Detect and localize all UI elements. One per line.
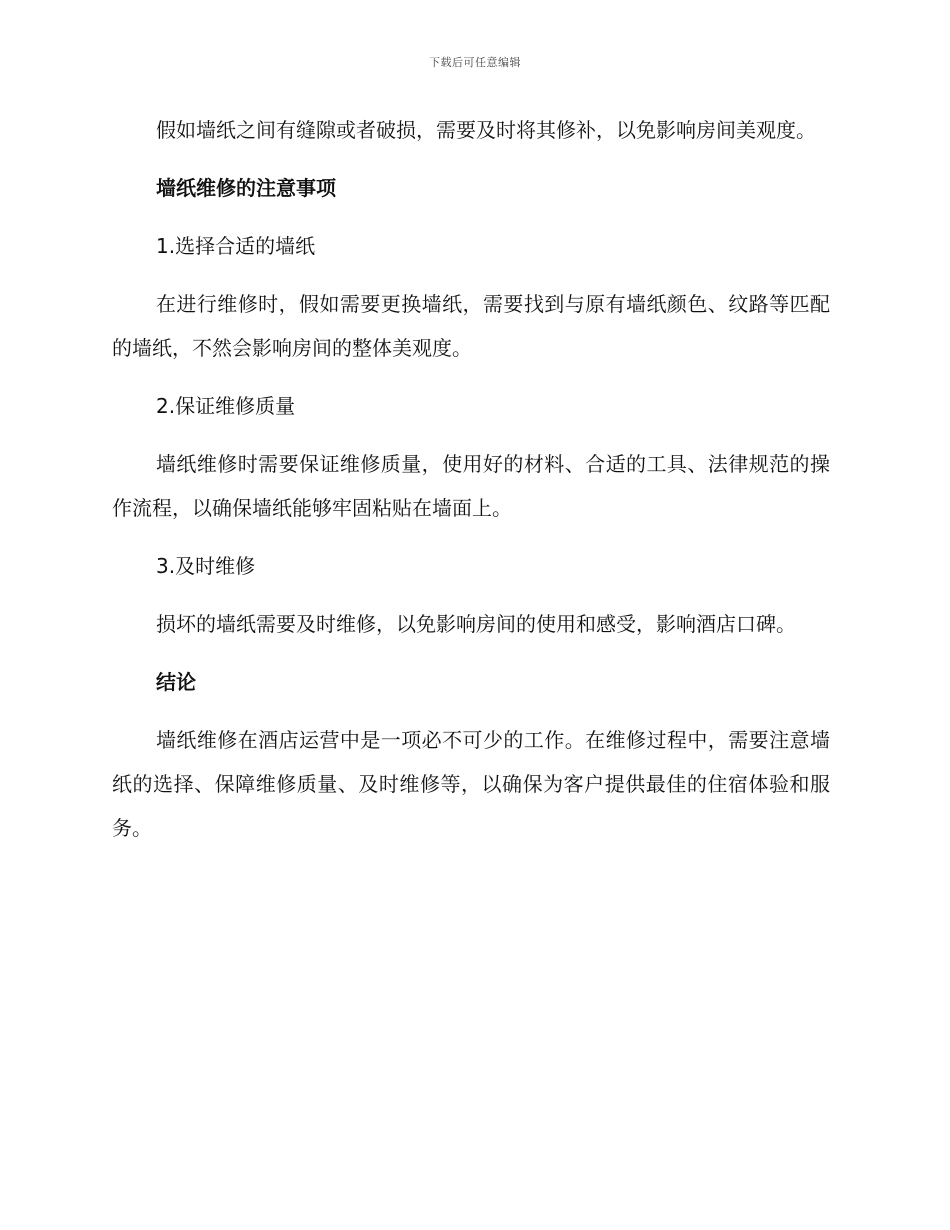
- list-item-timely-repair: 3.及时维修: [156, 554, 256, 578]
- list-item-repair-quality: 2.保证维修质量: [156, 394, 296, 418]
- list-item-choose-wallpaper: 1.选择合适的墙纸: [156, 234, 316, 258]
- header-note: 下载后可任意编辑: [429, 56, 521, 69]
- section-heading-precautions: 墙纸维修的注意事项: [156, 176, 336, 200]
- paragraph-choose-wallpaper: 在进行维修时，假如需要更换墙纸，需要找到与原有墙纸颜色、纹路等匹配的墙纸，不然会影响房间的整体美观度。: [112, 292, 830, 360]
- paragraph-repair-quality: 墙纸维修时需要保证维修质量，使用好的材料、合适的工具、法律规范的操作流程，以确保墙纸能够牢固粘贴在墙面上。: [112, 452, 830, 520]
- paragraph-conclusion: 墙纸维修在酒店运营中是一项必不可少的工作。在维修过程中，需要注意墙纸的选择、保障维修质量、及时维修等，以确保为客户提供最佳的住宿体验和服务。: [112, 728, 830, 840]
- paragraph-wallpaper-repair-intro: 假如墙纸之间有缝隙或者破损，需要及时将其修补，以免影响房间美观度。: [156, 118, 816, 142]
- paragraph-timely-repair: 损坏的墙纸需要及时维修，以免影响房间的使用和感受，影响酒店口碑。: [156, 612, 796, 636]
- section-heading-conclusion: 结论: [156, 670, 196, 694]
- document-body: [112, 108, 830, 864]
